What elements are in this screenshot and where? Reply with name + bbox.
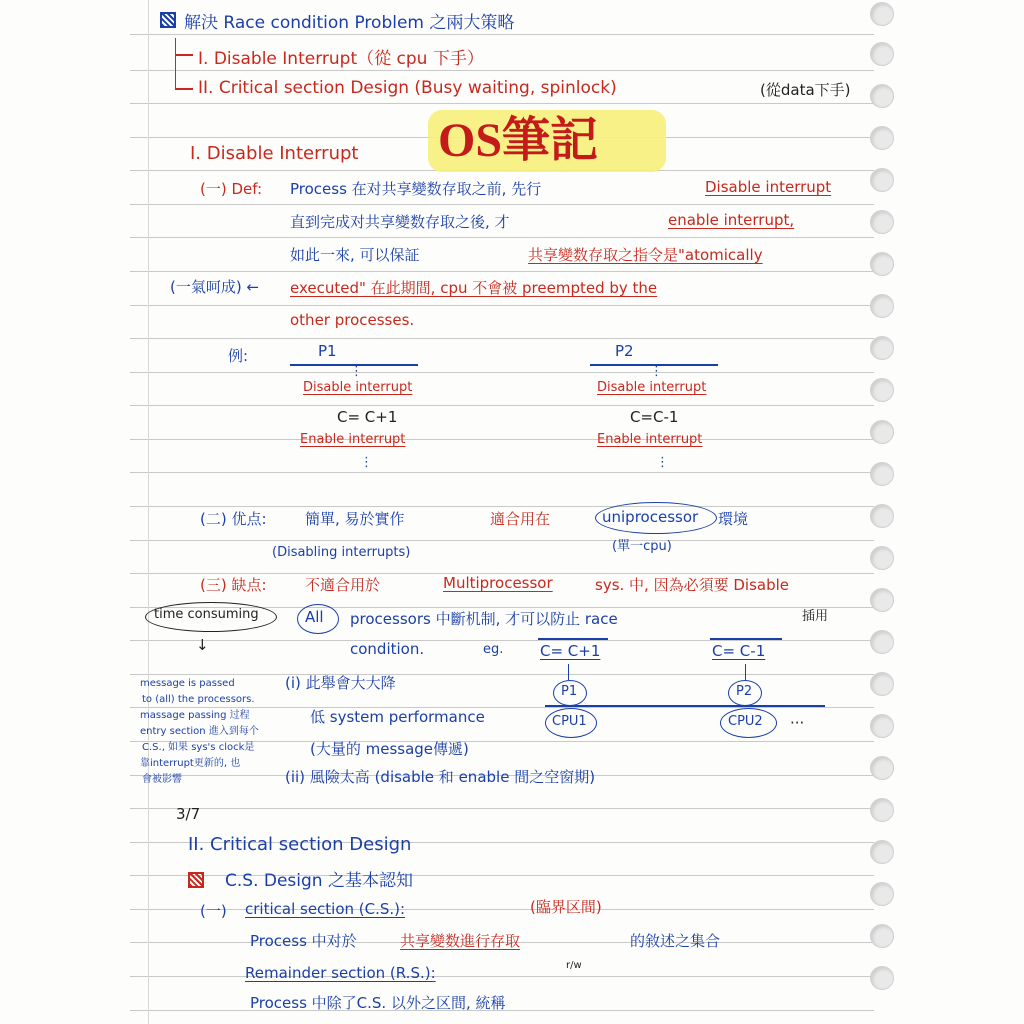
reason2: (ii) 風險太高 (disable 和 enable 間之空窗期) [285, 768, 596, 786]
p2-dots-bottom: ⋮ [656, 455, 669, 470]
p2-name: P2 [615, 342, 634, 360]
def-line-4: executed" 在此期間, cpu 不會被 preempted by the [290, 279, 658, 297]
ruled-line [130, 271, 874, 272]
ruled-line [130, 103, 874, 104]
bracket-line [175, 88, 193, 90]
eg-op2-overline [710, 638, 782, 640]
ruled-line [130, 540, 874, 541]
ruled-line [130, 338, 874, 339]
ruled-line [130, 405, 874, 406]
binder-hole [870, 84, 894, 108]
def-line-5: other processes. [290, 311, 415, 329]
eg-cpu2: CPU2 [728, 714, 763, 729]
strategy-item-2-note: (從data下手) [760, 81, 851, 99]
ruled-line [130, 472, 874, 473]
def-line-3b: 共享變数存取之指令是"atomically [528, 246, 763, 264]
binder-hole [870, 420, 894, 444]
margin-note-line: C.S., 如果 sys's clock是 [142, 742, 255, 753]
strategy-item-1: I. Disable Interrupt（從 cpu 下手） [198, 49, 484, 69]
p1-dots: ⋮ [350, 364, 363, 379]
time-consuming: time consuming [154, 607, 259, 622]
reason1-b: 低 system performance [310, 708, 485, 726]
p1-name: P1 [318, 342, 337, 360]
eg-p1: P1 [561, 684, 578, 699]
eg-cpu1: CPU1 [552, 714, 587, 729]
margin-note-line: entry section 進入到每个 [140, 726, 259, 737]
cons-text-b: Multiprocessor [443, 574, 553, 592]
p1-op: C= C+1 [337, 408, 398, 426]
p1-dots-bottom: ⋮ [360, 455, 373, 470]
ruled-line [130, 204, 874, 205]
bracket-line [175, 54, 193, 56]
binder-hole [870, 756, 894, 780]
ruled-line [130, 674, 874, 675]
cs-def-c: 的敘述之集合 [630, 932, 721, 950]
binder-hole [870, 168, 894, 192]
binder-hole [870, 252, 894, 276]
binder-hole [870, 714, 894, 738]
binder-hole [870, 882, 894, 906]
binder-hole [870, 378, 894, 402]
cs-label: (一) [200, 902, 227, 920]
cons-line2-c: 插用 [802, 609, 829, 624]
ruled-line [130, 976, 874, 977]
eg-arrow-1 [568, 664, 569, 680]
rs-term: Remainder section (R.S.): [245, 964, 436, 982]
pros-paren: (Disabling interrupts) [272, 545, 411, 560]
def-line-3a: 如此一來, 可以保証 [290, 246, 420, 264]
date-mark: 3/7 [176, 805, 201, 823]
binder-hole [870, 546, 894, 570]
binder-hole [870, 42, 894, 66]
atomic-side-note: (一氣呵成) ← [170, 278, 260, 296]
strategy-item-2: II. Critical section Design (Busy waiting, spinlock) [198, 78, 617, 98]
ruled-line [130, 372, 874, 373]
pros-text-d: 環境 [718, 510, 749, 528]
section-1-title: I. Disable Interrupt [190, 143, 359, 164]
pros-sub: (單一cpu) [612, 539, 672, 554]
eg-op1-overline [538, 638, 608, 640]
cs-def-a: Process 中对於 [250, 932, 357, 950]
eg-p2: P2 [736, 684, 753, 699]
def-line-1b: Disable interrupt [705, 178, 832, 196]
eg-arrow-2 [745, 664, 746, 680]
margin-note-line: to (all) the processors. [142, 694, 255, 705]
section-2-subheading: C.S. Design 之基本認知 [225, 871, 413, 891]
cons-line2-b: processors 中斷机制, 才可以防止 race [350, 610, 618, 628]
binder-hole [870, 294, 894, 318]
cons-line3: condition. [350, 640, 425, 658]
binder-hole [870, 504, 894, 528]
margin-note-line: 靠interrupt更新的, 也 [140, 758, 241, 769]
margin-line [148, 0, 149, 1024]
p1-enable: Enable interrupt [300, 432, 406, 447]
binder-hole [870, 126, 894, 150]
cons-label: (三) 缺点: [200, 576, 267, 594]
p1-disable: Disable interrupt [303, 380, 413, 395]
ruled-line [130, 305, 874, 306]
pros-label: (二) 优点: [200, 510, 267, 528]
ruled-line [130, 640, 874, 641]
ruled-line [130, 909, 874, 910]
page-title: OS筆記 [438, 114, 599, 167]
eg-bus-line [545, 705, 825, 707]
margin-note-line: massage passing 过程 [140, 710, 250, 721]
binder-hole [870, 966, 894, 990]
cs-term: critical section (C.S.): [245, 900, 406, 918]
p2-enable: Enable interrupt [597, 432, 703, 447]
p2-dots: ⋮ [650, 364, 663, 379]
cs-def-b: 共享變数進行存取 [400, 932, 521, 950]
binder-hole [870, 630, 894, 654]
ruled-line [130, 808, 874, 809]
ruled-line [130, 34, 874, 35]
rs-def: Process 中除了C.S. 以外之区間, 統稱 [250, 994, 506, 1012]
cs-paren: (臨界区間) [530, 898, 602, 916]
down-arrow: ↓ [196, 636, 209, 654]
binder-hole [870, 672, 894, 696]
binder-hole [870, 798, 894, 822]
hatched-square-icon [160, 12, 176, 28]
eg-label: eg. [483, 642, 504, 657]
ruled-line [130, 506, 874, 507]
p2-disable: Disable interrupt [597, 380, 707, 395]
binder-hole [870, 336, 894, 360]
hatched-square-icon [188, 872, 204, 888]
cons-text-a: 不適合用於 [305, 576, 381, 594]
reason1-c: (大量的 message傳遞) [310, 740, 469, 758]
example-label: 例: [228, 347, 249, 365]
eg-more: ··· [790, 714, 805, 732]
def-line-1a: Process 在对共享變数存取之前, 先行 [290, 180, 542, 198]
bracket-line [175, 38, 176, 90]
reason1-a: (i) 此舉會大大降 [285, 674, 396, 692]
main-heading: 解決 Race condition Problem 之兩大策略 [184, 13, 515, 33]
ruled-line [130, 70, 874, 71]
eg-op2: C= C-1 [712, 642, 766, 660]
ruled-line [130, 439, 874, 440]
binder-hole [870, 588, 894, 612]
margin-note-line: 會被影響 [142, 774, 182, 785]
margin-note-line: message is passed [140, 678, 235, 689]
cons-line2-a: All [305, 608, 324, 626]
def-label: (一) Def: [200, 180, 263, 198]
p2-op: C=C-1 [630, 408, 679, 426]
section-2-title: II. Critical section Design [188, 834, 412, 855]
pros-text-b: 適合用在 [490, 510, 551, 528]
def-line-2a: 直到完成对共享變数存取之後, 才 [290, 213, 510, 231]
cons-text-c: sys. 中, 因為必須要 Disable [595, 576, 789, 594]
pros-text-a: 簡單, 易於實作 [305, 510, 405, 528]
binder-hole [870, 2, 894, 26]
eg-op1: C= C+1 [540, 642, 601, 660]
binder-hole [870, 210, 894, 234]
binder-hole [870, 462, 894, 486]
def-line-2b: enable interrupt, [668, 211, 795, 229]
binder-hole [870, 924, 894, 948]
binder-hole [870, 840, 894, 864]
pros-text-c: uniprocessor [602, 508, 699, 526]
rw-note: r/w [566, 960, 582, 971]
ruled-line [130, 237, 874, 238]
